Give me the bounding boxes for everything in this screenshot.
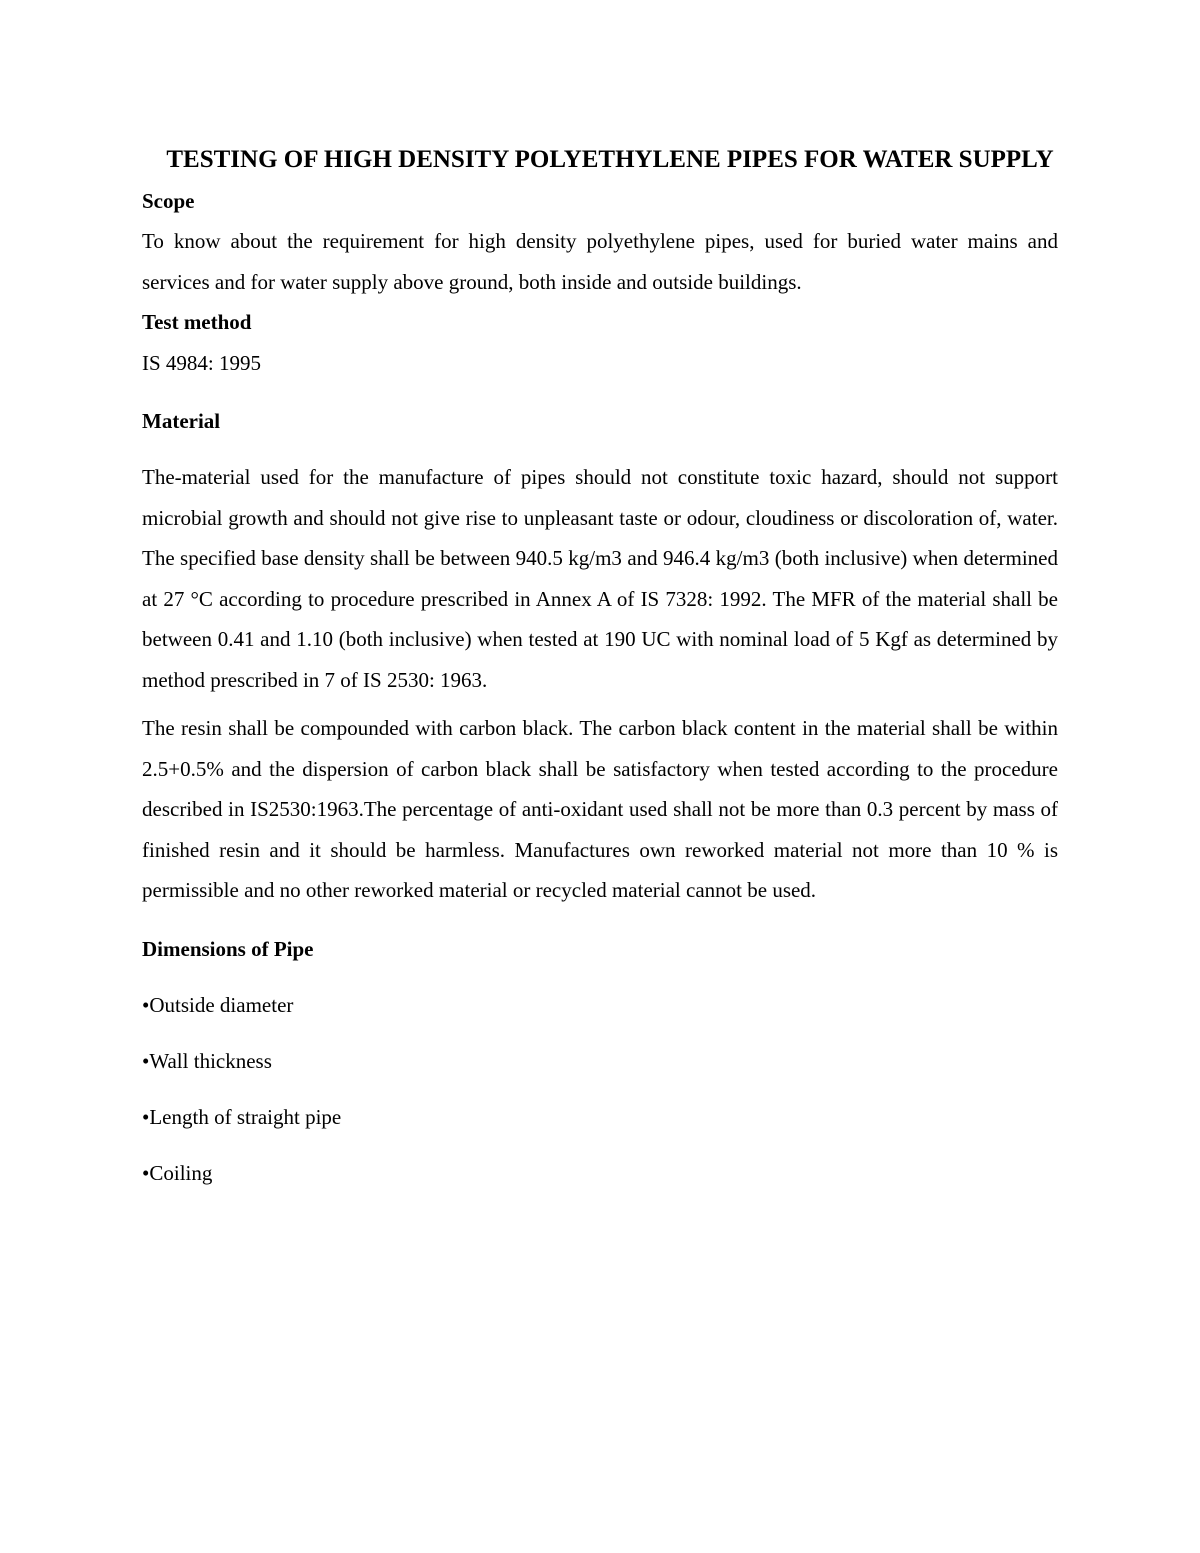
dimensions-heading: Dimensions of Pipe — [142, 936, 314, 961]
scope-heading: Scope — [142, 189, 195, 213]
test-method-text: IS 4984: 1995 — [142, 351, 262, 375]
dimension-item-length: •Length of straight pipe — [142, 1104, 342, 1129]
material-paragraph-2: The resin shall be compounded with carbon black. The carbon black content in the material shall be within 2.5+0.5% and the dispersion of carbon black shall be satisfactory when tested according to the procedure described in IS2530:1963.The percentage of anti-oxidant used shall not be more than 0.3 percent by mass of finished resin and it should be harmless. Manufactures own reworked material not more than 10 % is permissible and no other reworked material or recycled material cannot be used. — [142, 716, 1058, 902]
dimension-item-outside-diameter: •Outside diameter — [142, 992, 294, 1017]
scope-text: To know about the requirement for high density polyethylene pipes, used for buried water mains and services and for water supply above ground, both inside and outside buildings. — [142, 229, 1058, 294]
dimension-item-coiling: •Coiling — [142, 1160, 213, 1185]
document-title: TESTING OF HIGH DENSITY POLYETHYLENE PIPES FOR WATER SUPPLY — [166, 146, 1054, 173]
dimension-item-wall-thickness: •Wall thickness — [142, 1048, 272, 1073]
material-heading: Material — [142, 409, 221, 433]
material-paragraph-1: The-material used for the manufacture of pipes should not constitute toxic hazard, should not support microbial growth and should not give rise to unpleasant taste or odour, cloudiness or discoloration of, water. The specified base density shall be between 940.5 kg/m3 and 946.4 kg/m3 (both inclusive) when determined at 27 °C according to procedure prescribed in Annex A of IS 7328: 1992. The MFR of the material shall be between 0.41 and 1.10 (both inclusive) when tested at 190 UC with nominal load of 5 Kgf as determined by method prescribed in 7 of IS 2530: 1963. — [142, 465, 1058, 692]
test-method-heading: Test method — [142, 310, 252, 334]
